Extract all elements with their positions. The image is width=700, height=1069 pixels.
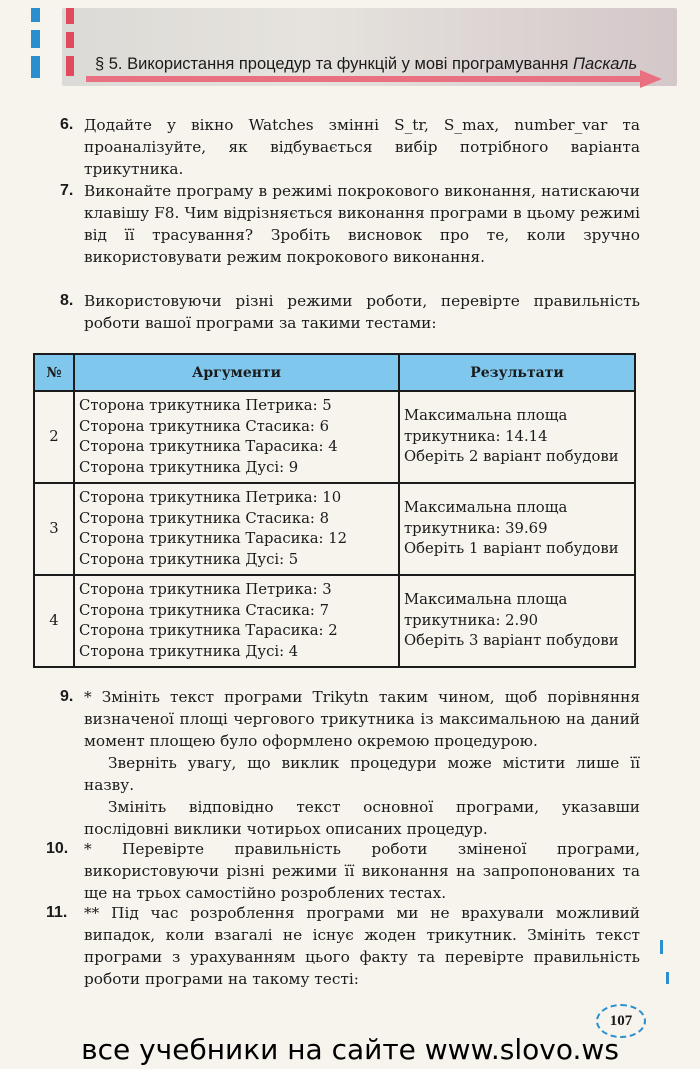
task-6 [60, 114, 640, 180]
task-number: 10. [46, 840, 69, 857]
section-title-text: § 5. Використання процедур та функцій у мові програмування [95, 55, 569, 73]
task-10 [46, 838, 640, 904]
row-results [399, 391, 635, 483]
decor-dash [31, 8, 40, 22]
task-7 [60, 180, 640, 268]
task-text: Додайте у вікно Watches змінні S_tr, S_max, number_var та проаналізуйте, як відбувається вибір потрібного варіанта трикутника. [84, 116, 640, 178]
section-title [95, 55, 637, 74]
result-line: трикутника: 39.69 [404, 519, 548, 537]
result-line: Оберіть 1 варіант побудови [404, 540, 619, 558]
header-arrow [86, 76, 646, 82]
argument-line: Сторона трикутника Петрика: 5 [79, 397, 332, 414]
argument-line: Сторона трикутника Стасика: 8 [79, 509, 329, 527]
argument-line: Сторона трикутника Петрика: 10 [79, 489, 342, 506]
result-line: Оберіть 3 варіант побудови [404, 632, 619, 650]
table-row [34, 483, 635, 575]
table-row [34, 391, 635, 483]
argument-line: Сторона трикутника Дусі: 5 [79, 550, 299, 568]
task-8 [60, 290, 640, 334]
result-line: Максимальна площа [404, 499, 568, 517]
row-number: 2 [34, 391, 74, 483]
row-arguments [74, 483, 399, 575]
argument-line: Сторона трикутника Стасика: 7 [79, 601, 329, 619]
decor-dash [66, 8, 74, 24]
footer-site-text: все учебники на сайте www.slovo.ws [81, 1033, 619, 1066]
result-line: трикутника: 14.14 [404, 427, 548, 445]
task-11 [46, 902, 640, 990]
argument-line: Сторона трикутника Петрика: 3 [79, 581, 332, 598]
decor-dash [31, 30, 40, 48]
task-9 [60, 686, 640, 840]
decor-mark [660, 940, 663, 954]
task-text: ** Під час розроблення програми ми не врахували можливий випадок, коли взагалі не існує жоден трикутник. Змініть текст програми з урахуванням цього факту та перевірте правильність роботи програми на такому тесті: [84, 904, 640, 988]
tests-table [33, 353, 636, 668]
row-arguments [74, 391, 399, 483]
task-number: 7. [60, 182, 74, 199]
column-header-results: Результати [399, 354, 635, 391]
argument-line: Сторона трикутника Дусі: 4 [79, 642, 299, 660]
task-number: 9. [60, 688, 74, 705]
table-header-row [34, 354, 635, 391]
result-line: Максимальна площа [404, 407, 568, 425]
row-arguments [74, 575, 399, 667]
task-note: Зверніть увагу, що виклик процедури може містити лише її назву. [84, 754, 640, 794]
task-text: Виконайте програму в режимі покрокового виконання, натискаючи клавішу F8. Чим відрізняється виконання програми в цьому режимі від її трасування? Зробіть висновок про те, коли зручно використовувати режим покрокового виконання. [84, 182, 640, 266]
decor-mark [666, 972, 669, 984]
row-number: 3 [34, 483, 74, 575]
argument-line: Сторона трикутника Тарасика: 4 [79, 438, 338, 455]
decor-dash [66, 56, 74, 76]
task-number: 8. [60, 292, 74, 309]
argument-line: Сторона трикутника Дусі: 9 [79, 458, 299, 476]
table-row [34, 575, 635, 667]
task-instruction: Змініть відповідно текст основної програми, указавши послідовні виклики чотирьох описаних процедур. [84, 798, 640, 838]
row-number: 4 [34, 575, 74, 667]
task-text: * Перевірте правильність роботи зміненої програми, використовуючи різні режими її виконання на запропонованих та ще на трьох самостійно розроблених тестах. [84, 840, 640, 902]
task-text: Використовуючи різні режими роботи, перевірте правильність роботи вашої програми за такими тестами: [84, 292, 640, 332]
decor-dash [31, 56, 40, 78]
task-number: 11. [46, 904, 68, 921]
task-number: 6. [60, 116, 74, 133]
argument-line: Сторона трикутника Тарасика: 2 [79, 622, 338, 639]
result-line: Оберіть 2 варіант побудови [404, 448, 619, 466]
result-line: Максимальна площа [404, 591, 568, 609]
argument-line: Сторона трикутника Стасика: 6 [79, 417, 329, 435]
row-results [399, 483, 635, 575]
header-arrow-head [640, 70, 662, 88]
decor-dash [66, 32, 74, 48]
column-header-arguments: Аргументи [74, 354, 399, 391]
page-number: 107 [596, 1004, 646, 1038]
section-title-lang: Паскаль [573, 55, 638, 73]
task-text: * Змініть текст програми Trikytn таким чином, щоб порівняння визначеної площі чергового трикутника із максимальною на даний момент площею було оформлено окремою процедурою. [84, 688, 640, 750]
row-results [399, 575, 635, 667]
section-header-band [62, 8, 677, 86]
result-line: трикутника: 2.90 [404, 611, 539, 629]
column-header-number: № [34, 354, 74, 391]
argument-line: Сторона трикутника Тарасика: 12 [79, 530, 348, 547]
